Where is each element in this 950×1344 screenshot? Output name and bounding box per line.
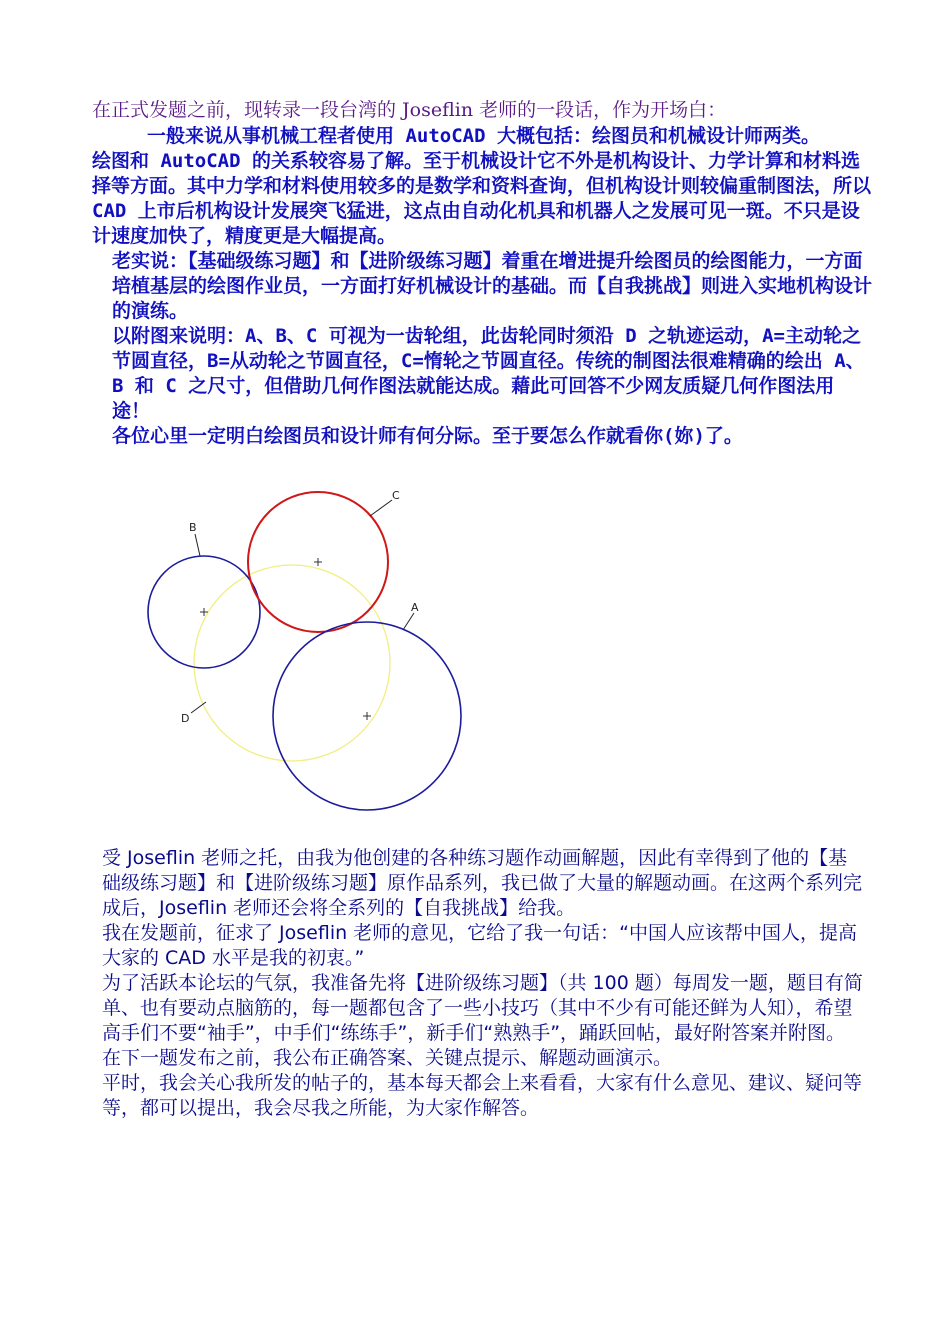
leader-d xyxy=(191,702,206,713)
quote-paragraph-1-first-line: 一般来说从事机械工程者使用 AutoCAD 大概包括：绘图员和机械设计师两类。 xyxy=(147,125,820,147)
quoted-passage xyxy=(92,124,872,449)
body-paragraph-4: 平时，我会关心我所发的帖子的，基本每天都会上来看看，大家有什么意见、建议、疑问等等，都可以提出，我会尽我之所能，为大家作解答。 xyxy=(102,1072,863,1119)
center-mark-a xyxy=(363,712,371,720)
intro-line: 在正式发题之前，现转录一段台湾的 Joseflin 老师的一段话，作为开场白： xyxy=(92,99,727,121)
quote-paragraph-2: 老实说：【基础级练习题】和【进阶级练习题】着重在增进提升绘图员的绘图能力，一方面培植基层的绘图作业员，一方面打好机械设计的基础。而【自我挑战】则进入实地机构设计的演练。 xyxy=(112,250,873,322)
quote-paragraph-3: 以附图来说明：A、B、C 可视为一齿轮组，此齿轮同时须沿 D 之轨迹运动，A=主动轮之节圆直径，B=从动轮之节圆直径，C=惰轮之节圆直径。传统的制图法很难精确的绘出 A、B 和 C 之尺寸，但借助几何作图法就能达成。藉此可回答不少网友质疑几何作图法用途！ xyxy=(112,325,865,422)
label-b: B xyxy=(189,521,197,534)
label-d: D xyxy=(181,712,190,725)
circle-d-track xyxy=(194,565,390,761)
body-paragraph-2: 我在发题前，征求了 Joseflin 老师的意见，它给了我一句话：“中国人应该帮中国人，提高大家的 CAD 水平是我的初衷。” xyxy=(102,922,858,969)
leader-b xyxy=(195,534,200,556)
quote-paragraph-4: 各位心里一定明白绘图员和设计师有何分际。至于要怎么作就看你(妳)了。 xyxy=(112,425,743,447)
leader-a xyxy=(403,613,414,630)
body-paragraph-3: 为了活跃本论坛的气氛，我准备先将【进阶级练习题】（共 100 题）每周发一题，题目有简单、也有要动点脑筋的，每一题都包含了一些小技巧（其中不少有可能还鲜为人知），希望高手们不要“袖手”，中手们“练练手”，新手们“熟熟手”，踊跃回帖，最好附答案并附图。在下一题发布之前，我公布正确答案、关键点提示、解题动画演示。 xyxy=(102,972,863,1069)
label-a: A xyxy=(411,601,419,614)
body-paragraph-1: 受 Joseflin 老师之托，由我为他创建的各种练习题作动画解题，因此有幸得到了他的【基础级练习题】和【进阶级练习题】原作品系列，我已做了大量的解题动画。在这两个系列完成后，Joseflin 老师还会将全系列的【自我挑战】给我。 xyxy=(102,847,863,919)
quote-paragraph-1: 绘图和 AutoCAD 的关系较容易了解。至于机械设计它不外是机构设计、力学计算和材料选择等方面。其中力学和材料使用较多的是数学和资料查询，但机构设计则较偏重制图法，所以 CAD 上市后机构设计发展突飞猛进，这点由自动化机具和机器人之发展可见一斑。不只是设计速度加快了，精度更是大幅提高。 xyxy=(92,150,872,247)
center-mark-c xyxy=(314,558,322,566)
leader-c xyxy=(370,500,392,516)
gear-circles-svg xyxy=(140,478,480,818)
gear-circles-figure xyxy=(140,478,480,818)
label-c: C xyxy=(392,489,400,502)
author-notes xyxy=(92,846,864,1121)
